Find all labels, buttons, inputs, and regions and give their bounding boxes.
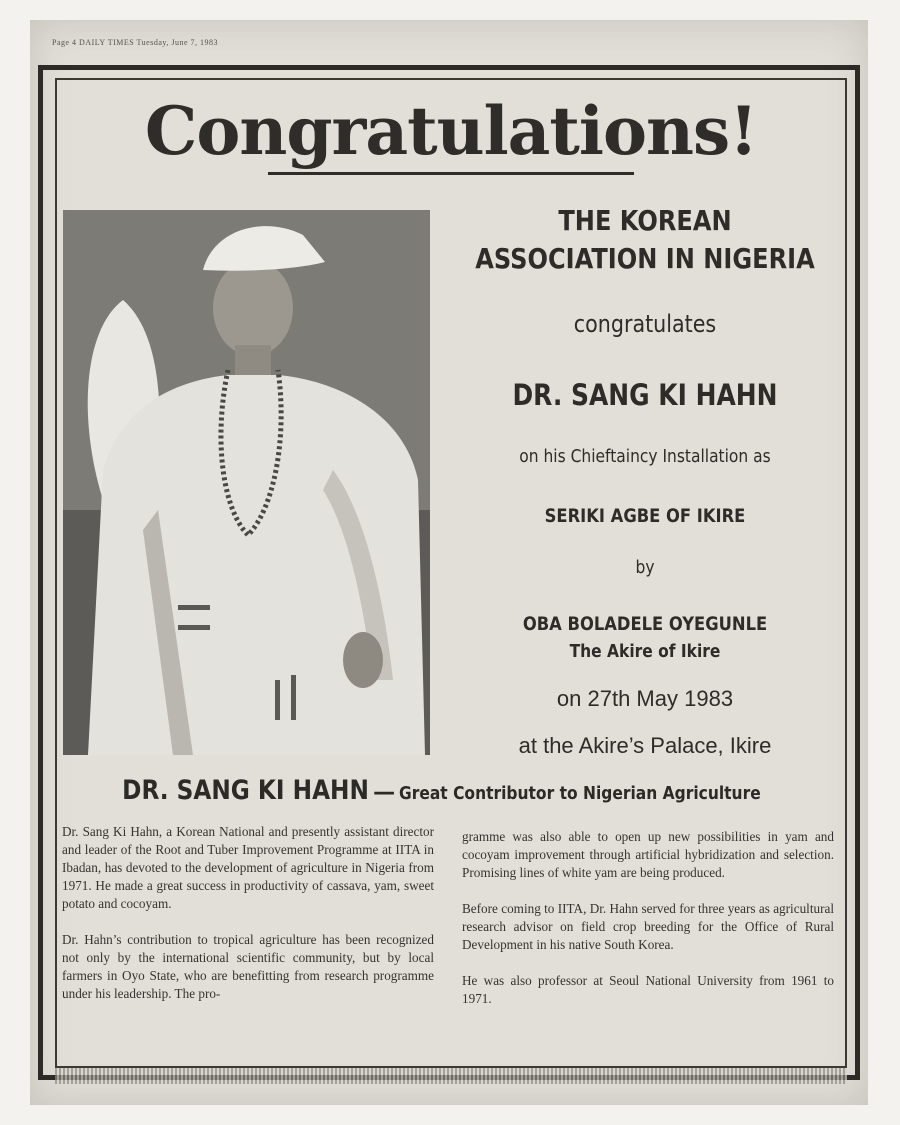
article-paragraph: gramme was also able to open up new possibilities in yam and cocoyam improvement through artificial hybridization and selection. Promising lines of white yam are being produced. <box>462 829 834 880</box>
honoree-name: DR. SANG KI HAHN <box>512 378 778 412</box>
chieftaincy-title: SERIKI AGBE OF IKIRE <box>544 505 746 527</box>
subhead-dash: — <box>373 780 396 805</box>
headline: Congratulations! <box>144 92 758 170</box>
portrait-photo <box>63 210 430 755</box>
oba-title: The Akire of Ikire <box>569 641 721 662</box>
article-column-right <box>462 828 834 1026</box>
article-paragraph: Before coming to IITA, Dr. Hahn served for three years as agricultural research advisor on field crop breeding for the Office of Rural Development in his native South Korea. <box>462 901 834 952</box>
association-line-2: ASSOCIATION IN NIGERIA <box>475 242 815 275</box>
event-date: on 27th May 1983 <box>556 686 734 711</box>
article-paragraph: Dr. Hahn’s contribution to tropical agriculture has been recognized not only by the international scientific community, but by local farmers in Oyo State, who are benefitting from research programme under his leadership. The pro- <box>62 932 434 1001</box>
congratulates-text: congratulates <box>573 310 717 338</box>
oba-name: OBA BOLADELE OYEGUNLE <box>522 613 768 635</box>
subhead-name: DR. SANG KI HAHN <box>122 775 370 806</box>
article-paragraph: He was also professor at Seoul National University from 1961 to 1971. <box>462 973 834 1006</box>
bottom-print-band <box>55 1068 847 1084</box>
association-name <box>469 202 822 278</box>
article-subhead <box>55 775 847 806</box>
association-line-1: THE KOREAN <box>558 204 732 237</box>
newspaper-header: Page 4 DAILY TIMES Tuesday, June 7, 1983 <box>52 38 219 47</box>
headline-underline <box>268 172 634 175</box>
event-venue: at the Akire’s Palace, Ikire <box>518 733 772 758</box>
article-column-left <box>62 823 434 1021</box>
article-paragraph: Dr. Sang Ki Hahn, a Korean National and presently assistant director and leader of the Root and Tuber Improvement Programme at IITA in Ibadan, has devoted to the development of agriculture in Nigeria from 1971. He made a great success in productivity of cassava, yam, sweet potato and cocoyam. <box>62 824 434 911</box>
occasion-text: on his Chieftaincy Installation as <box>519 446 771 467</box>
by-text: by <box>635 557 655 578</box>
subhead-tagline: Great Contributor to Nigerian Agriculture <box>399 783 761 804</box>
